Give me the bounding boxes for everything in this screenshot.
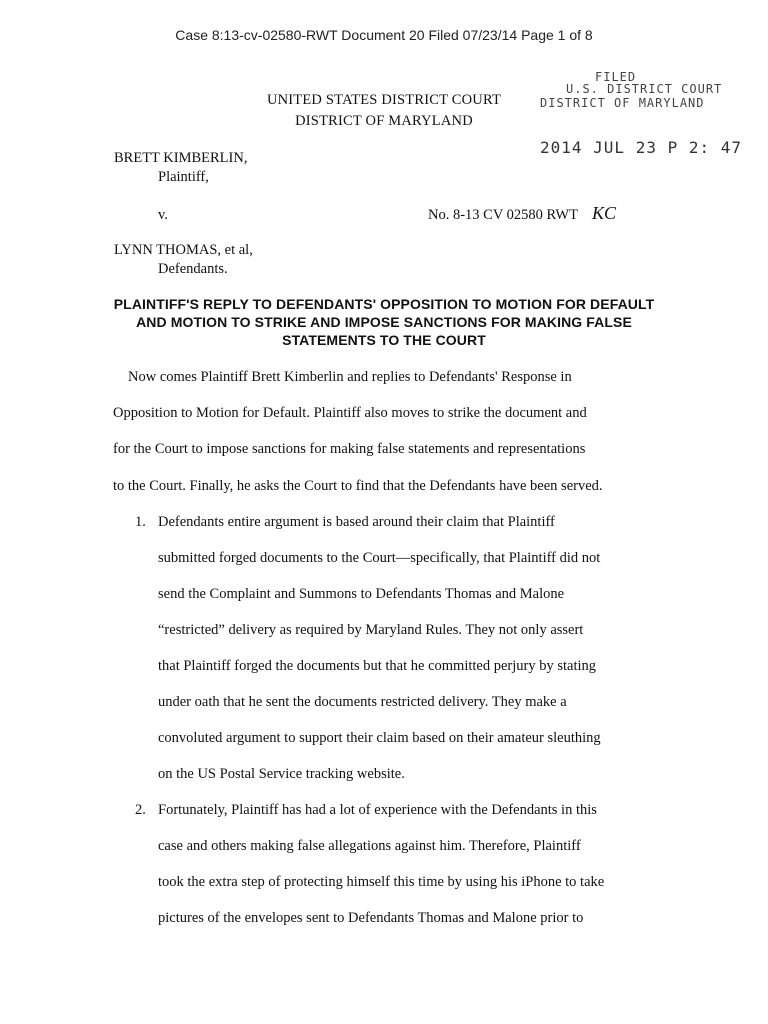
intro-line: Opposition to Motion for Default. Plaintiff also moves to strike the document and [113,405,587,421]
plaintiff-name: BRETT KIMBERLIN, [114,150,248,166]
stamp-district: DISTRICT OF MARYLAND [540,96,705,110]
para1-line: convoluted argument to support their claim based on their amateur sleuthing [158,730,601,746]
para1-line: on the US Postal Service tracking website. [158,766,405,782]
case-header: Case 8:13-cv-02580-RWT Document 20 Filed 07/23/14 Page 1 of 8 [175,27,593,43]
intro-line: to the Court. Finally, he asks the Court to find that the Defendants have been served. [113,478,603,494]
para-number: 2. [135,802,146,818]
document-title-line: PLAINTIFF'S REPLY TO DEFENDANTS' OPPOSITION TO MOTION FOR DEFAULT [113,296,655,312]
para2-line: case and others making false allegations against him. Therefore, Plaintiff [158,838,581,854]
para-number: 1. [135,514,146,530]
para2-line: Fortunately, Plaintiff has had a lot of experience with the Defendants in this [158,802,597,818]
case-initials: KC [592,203,617,223]
para2-line: pictures of the envelopes sent to Defendants Thomas and Malone prior to [158,910,584,926]
stamp-court: U.S. DISTRICT COURT [566,82,723,96]
intro-line: for the Court to impose sanctions for making false statements and representations [113,441,586,457]
para1-line: under oath that he sent the documents restricted delivery. They make a [158,694,567,710]
document-title-line: AND MOTION TO STRIKE AND IMPOSE SANCTIONS FOR MAKING FALSE [136,314,632,330]
defendant-role: Defendants. [158,261,228,277]
court-district: DISTRICT OF MARYLAND [295,113,473,129]
versus: v. [158,207,168,223]
para1-line: submitted forged documents to the Court—specifically, that Plaintiff did not [158,550,601,566]
para1-line: that Plaintiff forged the documents but that he committed perjury by stating [158,658,597,674]
defendant-name: LYNN THOMAS, et al, [114,242,253,258]
stamp-filed: FILED [595,70,637,84]
document-title-line: STATEMENTS TO THE COURT [282,332,486,348]
para2-line: took the extra step of protecting himself this time by using his iPhone to take [158,874,605,890]
para1-line: Defendants entire argument is based around their claim that Plaintiff [158,514,555,530]
para1-line: “restricted” delivery as required by Maryland Rules. They not only assert [158,622,584,638]
plaintiff-role: Plaintiff, [158,169,209,185]
intro-line: Now comes Plaintiff Brett Kimberlin and replies to Defendants' Response in [128,369,572,385]
stamp-date: 2014 JUL 23 P 2: 47 [540,138,743,157]
case-number: No. 8-13 CV 02580 RWT [428,207,578,223]
court-name: UNITED STATES DISTRICT COURT [266,92,502,108]
para1-line: send the Complaint and Summons to Defendants Thomas and Malone [158,586,565,602]
